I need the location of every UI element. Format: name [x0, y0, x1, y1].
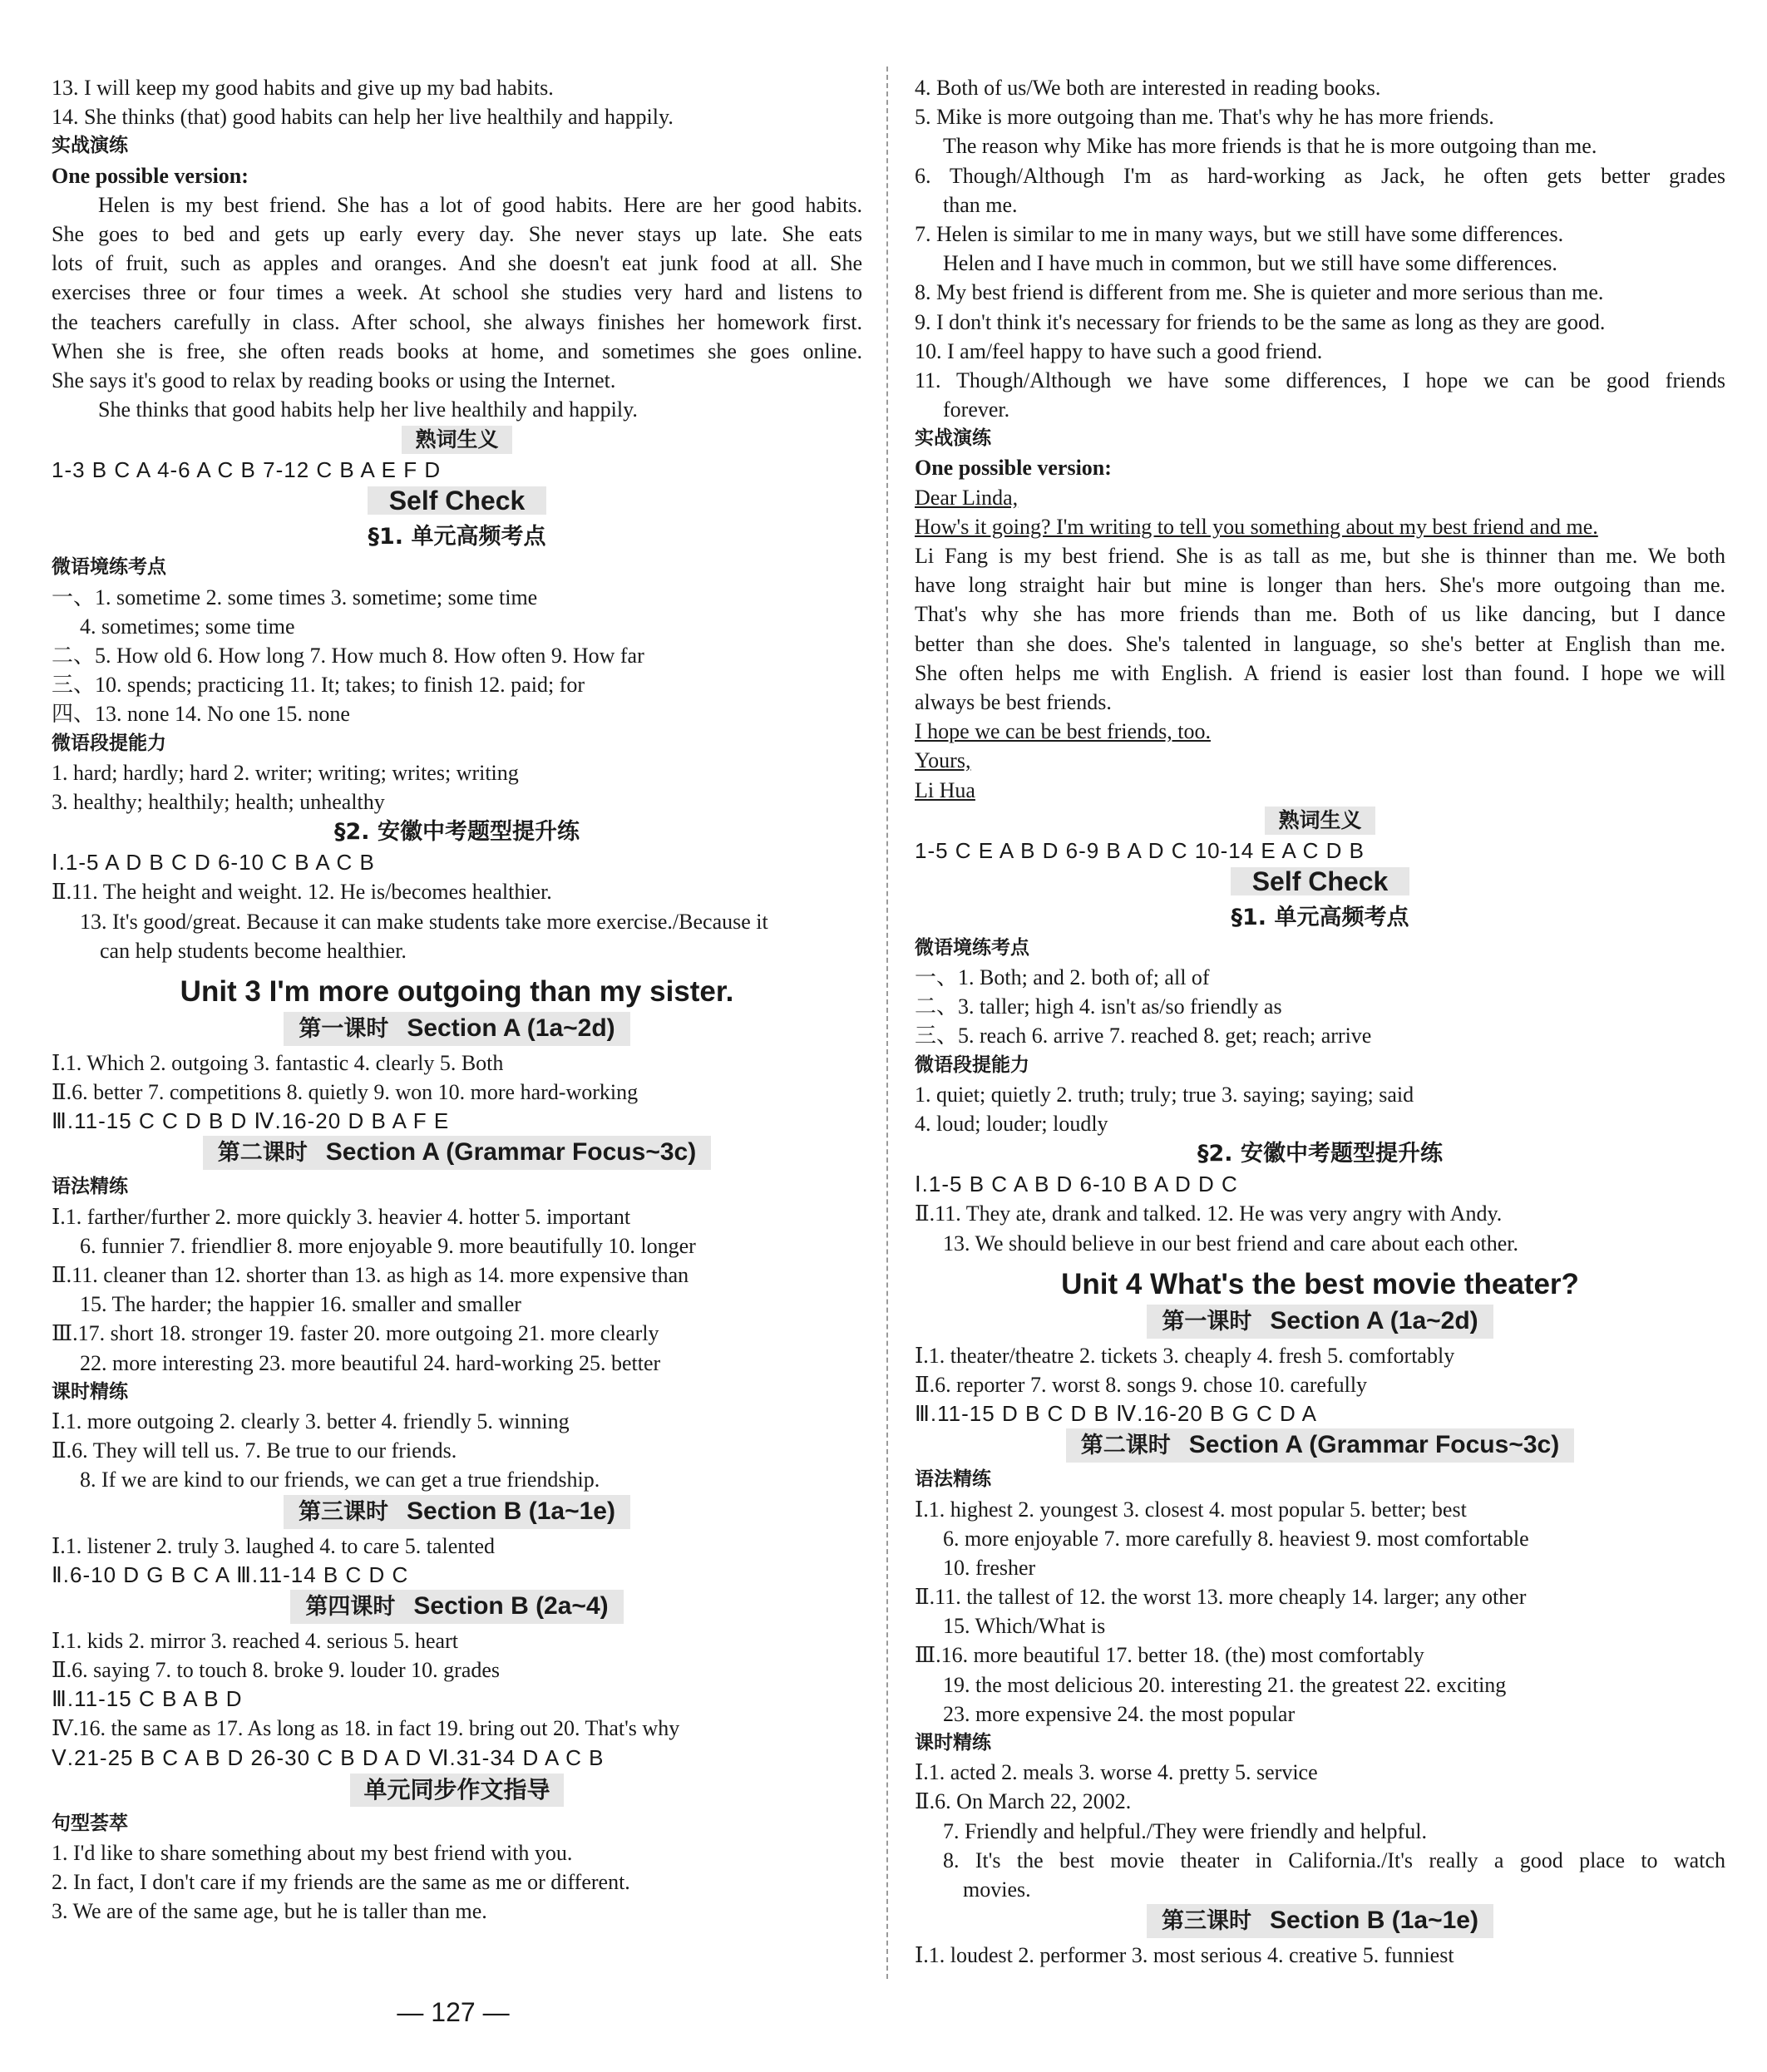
- letter-line: Li Fang is my best friend. She is as tall as me, but she is thinner than me. We both: [915, 544, 1725, 568]
- answer-line: Ⅰ.1. loudest 2. performer 3. most serious 4. creative 5. funniest: [915, 1943, 1454, 1968]
- answer-line: 8. My best friend is different from me. She is quieter and more serious than me.: [915, 280, 1604, 305]
- answer-line: 10. I am/feel happy to have such a good friend.: [915, 338, 1323, 363]
- answer-line: Ⅱ.6-10 D G B C A Ⅲ.11-14 B C D C: [52, 1561, 409, 1587]
- letter-line: better than she does. She's talented in language, so she's better at English than me.: [915, 631, 1725, 656]
- section-label: 微语境练考点: [52, 556, 166, 579]
- answer-line: 1. I'd like to share something about my best friend with you.: [52, 1841, 573, 1865]
- answer-line: forever.: [943, 397, 1010, 422]
- lesson-number: 第一课时: [299, 1015, 389, 1042]
- essay-line: Helen is my best friend. She has a lot of good habits. Here are her good habits.: [98, 192, 862, 217]
- answer-line: Ⅱ.11. cleaner than 12. shorter than 13. as high as 14. more expensive than: [52, 1263, 689, 1287]
- answer-line: Ⅱ.11. the tallest of 12. the worst 13. more cheaply 14. larger; any other: [915, 1585, 1527, 1610]
- essay-line: She goes to bed and gets up early every day. She never stays up late. She eats: [52, 221, 862, 246]
- answer-line: 10. fresher: [943, 1555, 1036, 1580]
- letter-line: have long straight hair but mine is longer than hers. She's more outgoing than me.: [915, 573, 1725, 598]
- page-number: — 127 —: [397, 1997, 510, 2027]
- answer-line: Ⅰ.1. kids 2. mirror 3. reached 4. serious 5. heart: [52, 1628, 458, 1653]
- lesson-number: 第四课时: [305, 1593, 396, 1620]
- answer-line: 4. sometimes; some time: [80, 614, 295, 639]
- version-label: One possible version:: [915, 456, 1112, 481]
- answer-line: Ⅳ.16. the same as 17. As long as 18. in fact 19. bring out 20. That's why: [52, 1716, 680, 1741]
- lesson-number: 第二课时: [217, 1140, 308, 1167]
- answer-line: 一、1. Both; and 2. both of; all of: [915, 965, 1210, 990]
- answer-line: Ⅰ.1-5 B C A B D 6-10 B A D D C: [915, 1172, 1238, 1197]
- lesson-number: 第一课时: [1162, 1308, 1252, 1334]
- lesson-label: [203, 1136, 711, 1170]
- answer-line: 14. She thinks (that) good habits can help her live healthily and happily.: [52, 105, 674, 130]
- answer-line: 1-3 B C A 4-6 A C B 7-12 C B A E F D: [52, 457, 442, 483]
- answer-line: 三、10. spends; practicing 11. It; takes; to finish 12. paid; for: [52, 673, 585, 698]
- answer-line: 15. The harder; the happier 16. smaller and smaller: [80, 1292, 521, 1317]
- lesson-label: [1147, 1305, 1493, 1339]
- lesson-label: [1147, 1904, 1493, 1938]
- answer-line: 7. Friendly and helpful./They were friendly and helpful.: [943, 1818, 1427, 1843]
- lesson-label: [290, 1590, 623, 1624]
- answer-line: Ⅱ.6. They will tell us. 7. Be true to our friends.: [52, 1438, 457, 1463]
- answer-line: 5. Mike is more outgoing than me. That's why he has more friends.: [915, 105, 1494, 130]
- lesson-banner: [52, 1590, 862, 1626]
- unit-title: Unit 3 I'm more outgoing than my sister.: [180, 974, 734, 1008]
- lesson-number: 第三课时: [1162, 1908, 1252, 1935]
- letter-closing: I hope we can be best friends, too.: [915, 719, 1211, 744]
- lesson-banner: [915, 1305, 1725, 1341]
- essay-line: exercises three or four times a week. At school she studies very hard and listens to: [52, 280, 862, 305]
- answer-line: 1. hard; hardly; hard 2. writer; writing; writes; writing: [52, 760, 519, 785]
- answer-line: 三、5. reach 6. arrive 7. reached 8. get; reach; arrive: [915, 1024, 1372, 1048]
- lesson-section: Section B (1a~1e): [407, 1497, 615, 1525]
- letter-line: That's why she has more friends than me. Both of us like dancing, but I dance: [915, 602, 1725, 627]
- answer-line: 3. healthy; healthily; health; unhealthy: [52, 789, 385, 814]
- banner-label: Self Check: [1231, 867, 1410, 895]
- answer-line: Ⅰ.1. acted 2. meals 3. worse 4. pretty 5. service: [915, 1760, 1318, 1785]
- essay-line: lots of fruit, such as apples and oranges. And she doesn't eat junk food at all. She: [52, 251, 862, 276]
- letter-line: always be best friends.: [915, 689, 1112, 714]
- section-label: 课时精练: [52, 1380, 128, 1403]
- lesson-banner: [52, 1012, 862, 1048]
- answer-line: Ⅰ.1. theater/theatre 2. tickets 3. cheaply 4. fresh 5. comfortably: [915, 1343, 1455, 1368]
- answer-line: Ⅴ.21-25 B C A B D 26-30 C B D A D Ⅵ.31-34 D A C B: [52, 1744, 605, 1770]
- column-divider: [886, 67, 888, 1979]
- lesson-section: Section B (1a~1e): [1270, 1907, 1478, 1935]
- answer-line: Ⅰ.1-5 A D B C D 6-10 C B A C B: [52, 850, 375, 876]
- section-label: 微语境练考点: [915, 936, 1029, 959]
- lesson-number: 第三课时: [299, 1498, 389, 1525]
- answer-line: 15. Which/What is: [943, 1614, 1106, 1639]
- section-label: 实战演练: [915, 427, 991, 450]
- answer-line: 13. I will keep my good habits and give up my bad habits.: [52, 76, 554, 100]
- letter-line: [915, 746, 1725, 775]
- answer-line: Ⅲ.16. more beautiful 17. better 18. (the) most comfortably: [915, 1643, 1424, 1668]
- essay-line: When she is free, she often reads books at home, and sometimes she goes online.: [52, 338, 862, 363]
- left-column: [52, 73, 862, 1926]
- section-label: 语法精练: [915, 1468, 991, 1491]
- self-check-banner: [915, 866, 1725, 902]
- banner-label: 单元同步作文指导: [350, 1774, 563, 1807]
- version-label: One possible version:: [52, 163, 249, 188]
- answer-line: Helen and I have much in common, but we still have some differences.: [943, 251, 1557, 276]
- answer-line: Ⅲ.11-15 D B C D B Ⅳ.16-20 B G C D A: [915, 1401, 1317, 1427]
- answer-line: Ⅰ.1. highest 2. youngest 3. closest 4. most popular 5. better; best: [915, 1497, 1467, 1522]
- answer-line: 2. In fact, I don't care if my friends are the same as me or different.: [52, 1870, 630, 1895]
- letter-line: [915, 512, 1725, 541]
- answer-line: 6. more enjoyable 7. more carefully 8. heaviest 9. most comfortable: [943, 1526, 1529, 1551]
- answer-line: than me.: [943, 192, 1018, 217]
- answer-line: Ⅰ.1. Which 2. outgoing 3. fantastic 4. clearly 5. Both: [52, 1050, 504, 1075]
- answer-line: 4. loud; louder; loudly: [915, 1112, 1108, 1136]
- lesson-banner: [52, 1495, 862, 1532]
- section-label: 实战演练: [52, 135, 128, 157]
- answer-line: 7. Helen is similar to me in many ways, but we still have some differences.: [915, 221, 1564, 246]
- lesson-label: [1066, 1428, 1574, 1463]
- answer-line: 8. It's the best movie theater in California./It's really a good place to watch: [943, 1848, 1725, 1872]
- answer-line: 9. I don't think it's necessary for friends to be the same as long as they are good.: [915, 309, 1606, 334]
- lesson-section: Section A (1a~2d): [1270, 1306, 1478, 1334]
- unit-title: Unit 4 What's the best movie theater?: [1061, 1267, 1579, 1300]
- answer-line: 8. If we are kind to our friends, we can get a true friendship.: [80, 1468, 600, 1492]
- right-column: [915, 73, 1725, 1970]
- lesson-section: Section B (2a~4): [413, 1591, 609, 1620]
- essay-line: She says it's good to relax by reading books or using the Internet.: [52, 368, 616, 392]
- letter-line: [915, 776, 1725, 805]
- answer-line: Ⅲ.17. short 18. stronger 19. faster 20. more outgoing 21. more clearly: [52, 1321, 659, 1346]
- answer-line: Ⅱ.6. saying 7. to touch 8. broke 9. louder 10. grades: [52, 1658, 501, 1683]
- answer-line: 二、3. taller; high 4. isn't as/so friendly as: [915, 994, 1282, 1019]
- banner-label: Self Check: [368, 486, 547, 515]
- answer-line: Ⅱ.6. On March 22, 2002.: [915, 1789, 1132, 1814]
- answer-line: Ⅲ.11-15 C C D B D Ⅳ.16-20 D B A F E: [52, 1108, 450, 1134]
- answer-line: 四、13. none 14. No one 15. none: [52, 702, 350, 727]
- answer-line: Ⅱ.11. They ate, drank and talked. 12. He was very angry with Andy.: [915, 1201, 1503, 1226]
- lesson-banner: [52, 1136, 862, 1172]
- lesson-banner: [915, 1428, 1725, 1465]
- banner-label: 熟词生义: [1265, 807, 1375, 835]
- essay-line: She thinks that good habits help her live healthily and happily.: [98, 397, 638, 422]
- answer-line: Ⅱ.6. better 7. competitions 8. quietly 9. won 10. more hard-working: [52, 1080, 639, 1105]
- answer-line: Ⅰ.1. more outgoing 2. clearly 3. better 4. friendly 5. winning: [52, 1408, 570, 1433]
- letter-greeting: Dear Linda,: [915, 485, 1019, 510]
- letter-opening: How's it going? I'm writing to tell you something about my best friend and me.: [915, 514, 1598, 539]
- answer-line: 13. We should believe in our best friend and care about each other.: [943, 1231, 1518, 1256]
- answer-line: can help students become healthier.: [100, 938, 407, 963]
- answer-line: 19. the most delicious 20. interesting 21. the greatest 22. exciting: [943, 1672, 1507, 1697]
- section-banner: [915, 805, 1725, 836]
- subheading: §2. 安徽中考题型提升练: [1197, 1141, 1443, 1167]
- letter-line: [915, 483, 1725, 512]
- section-banner: [52, 424, 862, 456]
- lesson-banner: [915, 1904, 1725, 1941]
- lesson-section: Section A (1a~2d): [407, 1014, 615, 1042]
- lesson-section: Section A (Grammar Focus~3c): [1188, 1431, 1560, 1459]
- letter-line: [915, 717, 1725, 746]
- section-label: 语法精练: [52, 1176, 128, 1198]
- answer-line: Ⅰ.1. listener 2. truly 3. laughed 4. to care 5. talented: [52, 1533, 495, 1558]
- section-label: 句型荟萃: [52, 1812, 128, 1834]
- answer-line: 23. more expensive 24. the most popular: [943, 1701, 1296, 1726]
- answer-line: 6. Though/Although I'm as hard-working as Jack, he often gets better grades: [915, 163, 1725, 188]
- subheading: §2. 安徽中考题型提升练: [334, 819, 580, 846]
- answer-line: Ⅰ.1. farther/further 2. more quickly 3. heavier 4. hotter 5. important: [52, 1204, 631, 1229]
- answer-line: 1-5 C E A B D 6-9 B A D C 10-14 E A C D B: [915, 837, 1365, 863]
- banner-label: 熟词生义: [402, 426, 511, 454]
- subheading: §1. 单元高频考点: [368, 524, 546, 550]
- section-banner: [52, 1773, 862, 1809]
- answer-line: Ⅱ.6. reporter 7. worst 8. songs 9. chose 10. carefully: [915, 1372, 1368, 1397]
- answer-line: Ⅲ.11-15 C B A B D: [52, 1686, 243, 1712]
- answer-line: 6. funnier 7. friendlier 8. more enjoyable 9. more beautifully 10. longer: [80, 1233, 696, 1258]
- section-label: 课时精练: [915, 1732, 991, 1754]
- letter-signoff: Yours,: [915, 748, 971, 773]
- letter-signature: Li Hua: [915, 777, 975, 802]
- lesson-label: [284, 1012, 629, 1046]
- answer-line: 二、5. How old 6. How long 7. How much 8. How often 9. How far: [52, 644, 644, 668]
- lesson-label: [284, 1495, 630, 1529]
- answer-line: Ⅱ.11. The height and weight. 12. He is/becomes healthier.: [52, 880, 552, 905]
- answer-line: 1. quiet; quietly 2. truth; truly; true 3. saying; saying; said: [915, 1082, 1414, 1107]
- answer-line: 一、1. sometime 2. some times 3. sometime; some time: [52, 585, 538, 609]
- self-check-banner: [52, 485, 862, 521]
- essay-line: the teachers carefully in class. After school, she always finishes her homework first.: [52, 309, 862, 334]
- answer-line: The reason why Mike has more friends is that he is more outgoing than me.: [943, 134, 1597, 159]
- subheading: §1. 单元高频考点: [1231, 904, 1409, 930]
- letter-line: She often helps me with English. A friend is easier lost than found. I hope we will: [915, 660, 1725, 685]
- section-label: 微语段提能力: [915, 1053, 1029, 1076]
- section-label: 微语段提能力: [52, 732, 166, 754]
- lesson-section: Section A (Grammar Focus~3c): [325, 1138, 697, 1167]
- answer-line: 22. more interesting 23. more beautiful 24. hard-working 25. better: [80, 1350, 661, 1375]
- answer-line: 3. We are of the same age, but he is taller than me.: [52, 1899, 487, 1924]
- lesson-number: 第二课时: [1080, 1433, 1171, 1459]
- answer-line: 4. Both of us/We both are interested in reading books.: [915, 76, 1381, 100]
- answer-line: movies.: [963, 1877, 1031, 1902]
- answer-line: 11. Though/Although we have some differences, I hope we can be good friends: [915, 368, 1725, 392]
- answer-line: 13. It's good/great. Because it can make students take more exercise./Because it: [80, 909, 768, 934]
